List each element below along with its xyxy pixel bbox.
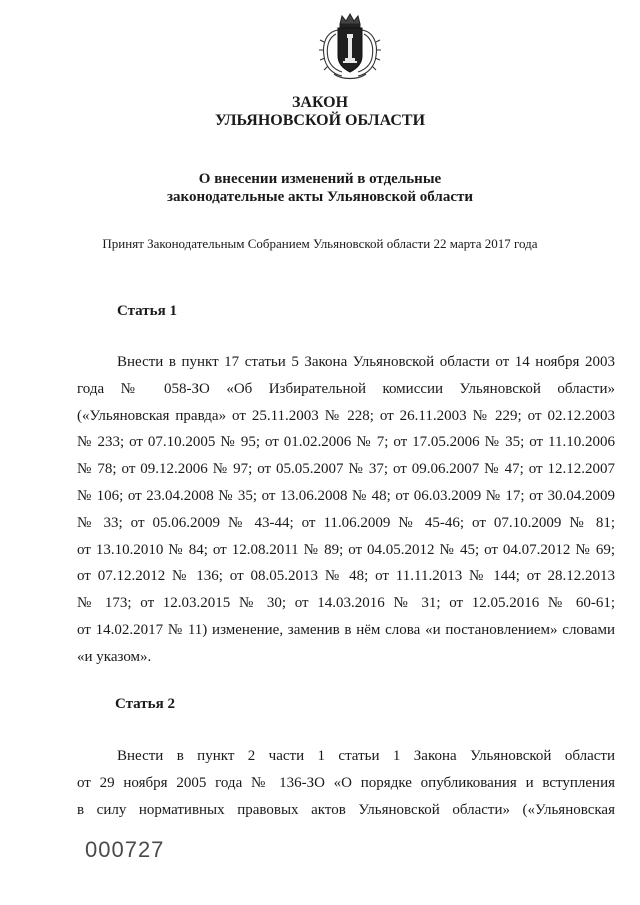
article-1-heading: Статья 1 [117, 303, 177, 319]
law-title-line2: УЛЬЯНОВСКОЙ ОБЛАСТИ [214, 112, 426, 129]
article-1-line: № 173; от 12.03.2015 № 30; от 14.03.2016 № 31; от 12.05.2016 № 60-61; [77, 595, 615, 612]
law-subject-line2: законодательные акты Ульяновской области [166, 189, 474, 205]
article-1-line: № 106; от 23.04.2008 № 35; от 13.06.2008 № 48; от 06.03.2009 № 17; от 30.04.2009 [77, 487, 615, 504]
article-1-line: от 13.10.2010 № 84; от 12.08.2011 № 89; от 04.05.2012 № 45; от 04.07.2012 № 69; [77, 541, 615, 558]
coat-of-arms-emblem [316, 12, 384, 82]
law-subject-line1: О внесении изменений в отдельные [198, 171, 442, 187]
article-1-line: № 233; от 07.10.2005 № 95; от 01.02.2006 № 7; от 17.05.2006 № 35; от 11.10.2006 [77, 434, 615, 451]
article-1-line: от 07.12.2012 № 136; от 08.05.2013 № 48; от 11.11.2013 № 144; от 28.12.2013 [77, 568, 615, 585]
article-2-body [77, 743, 615, 823]
article-2-line: от 29 ноября 2005 года № 136-ЗО «О порядке опубликования и вступления [77, 774, 615, 791]
article-1-body [77, 349, 615, 671]
article-1-line: Внести в пункт 17 статьи 5 Закона Ульяновской области от 14 ноября 2003 [117, 354, 615, 370]
article-1-line: № 78; от 09.12.2006 № 97; от 05.05.2007 № 37; от 09.06.2007 № 47; от 12.12.2007 [77, 461, 615, 478]
article-1-line: от 14.02.2017 № 11) изменение, заменив в нём слова «и постановлением» словами [77, 621, 615, 638]
document-number-stamp: 000727 [85, 837, 165, 862]
article-1-line: года № 058-ЗО «Об Избирательной комиссии Ульяновской области» [77, 380, 615, 397]
article-2-line: Внести в пункт 2 части 1 статьи 1 Закона Ульяновской области [117, 748, 615, 764]
article-1-line: («Ульяновская правда» от 25.11.2003 № 228; от 26.11.2003 № 229; от 02.12.2003 [77, 407, 615, 424]
law-title-line1: ЗАКОН [291, 94, 349, 111]
article-2-heading: Статья 2 [115, 696, 175, 712]
adoption-statement: Принят Законодательным Собранием Ульяновской области 22 марта 2017 года [102, 236, 538, 251]
article-1-line: «и указом». [77, 648, 152, 665]
article-2-line: в силу нормативных правовых актов Ульяновской области» («Ульяновская [77, 801, 615, 818]
article-1-line: № 33; от 05.06.2009 № 43-44; от 11.06.2009 № 45-46; от 07.10.2009 № 81; [77, 514, 615, 531]
